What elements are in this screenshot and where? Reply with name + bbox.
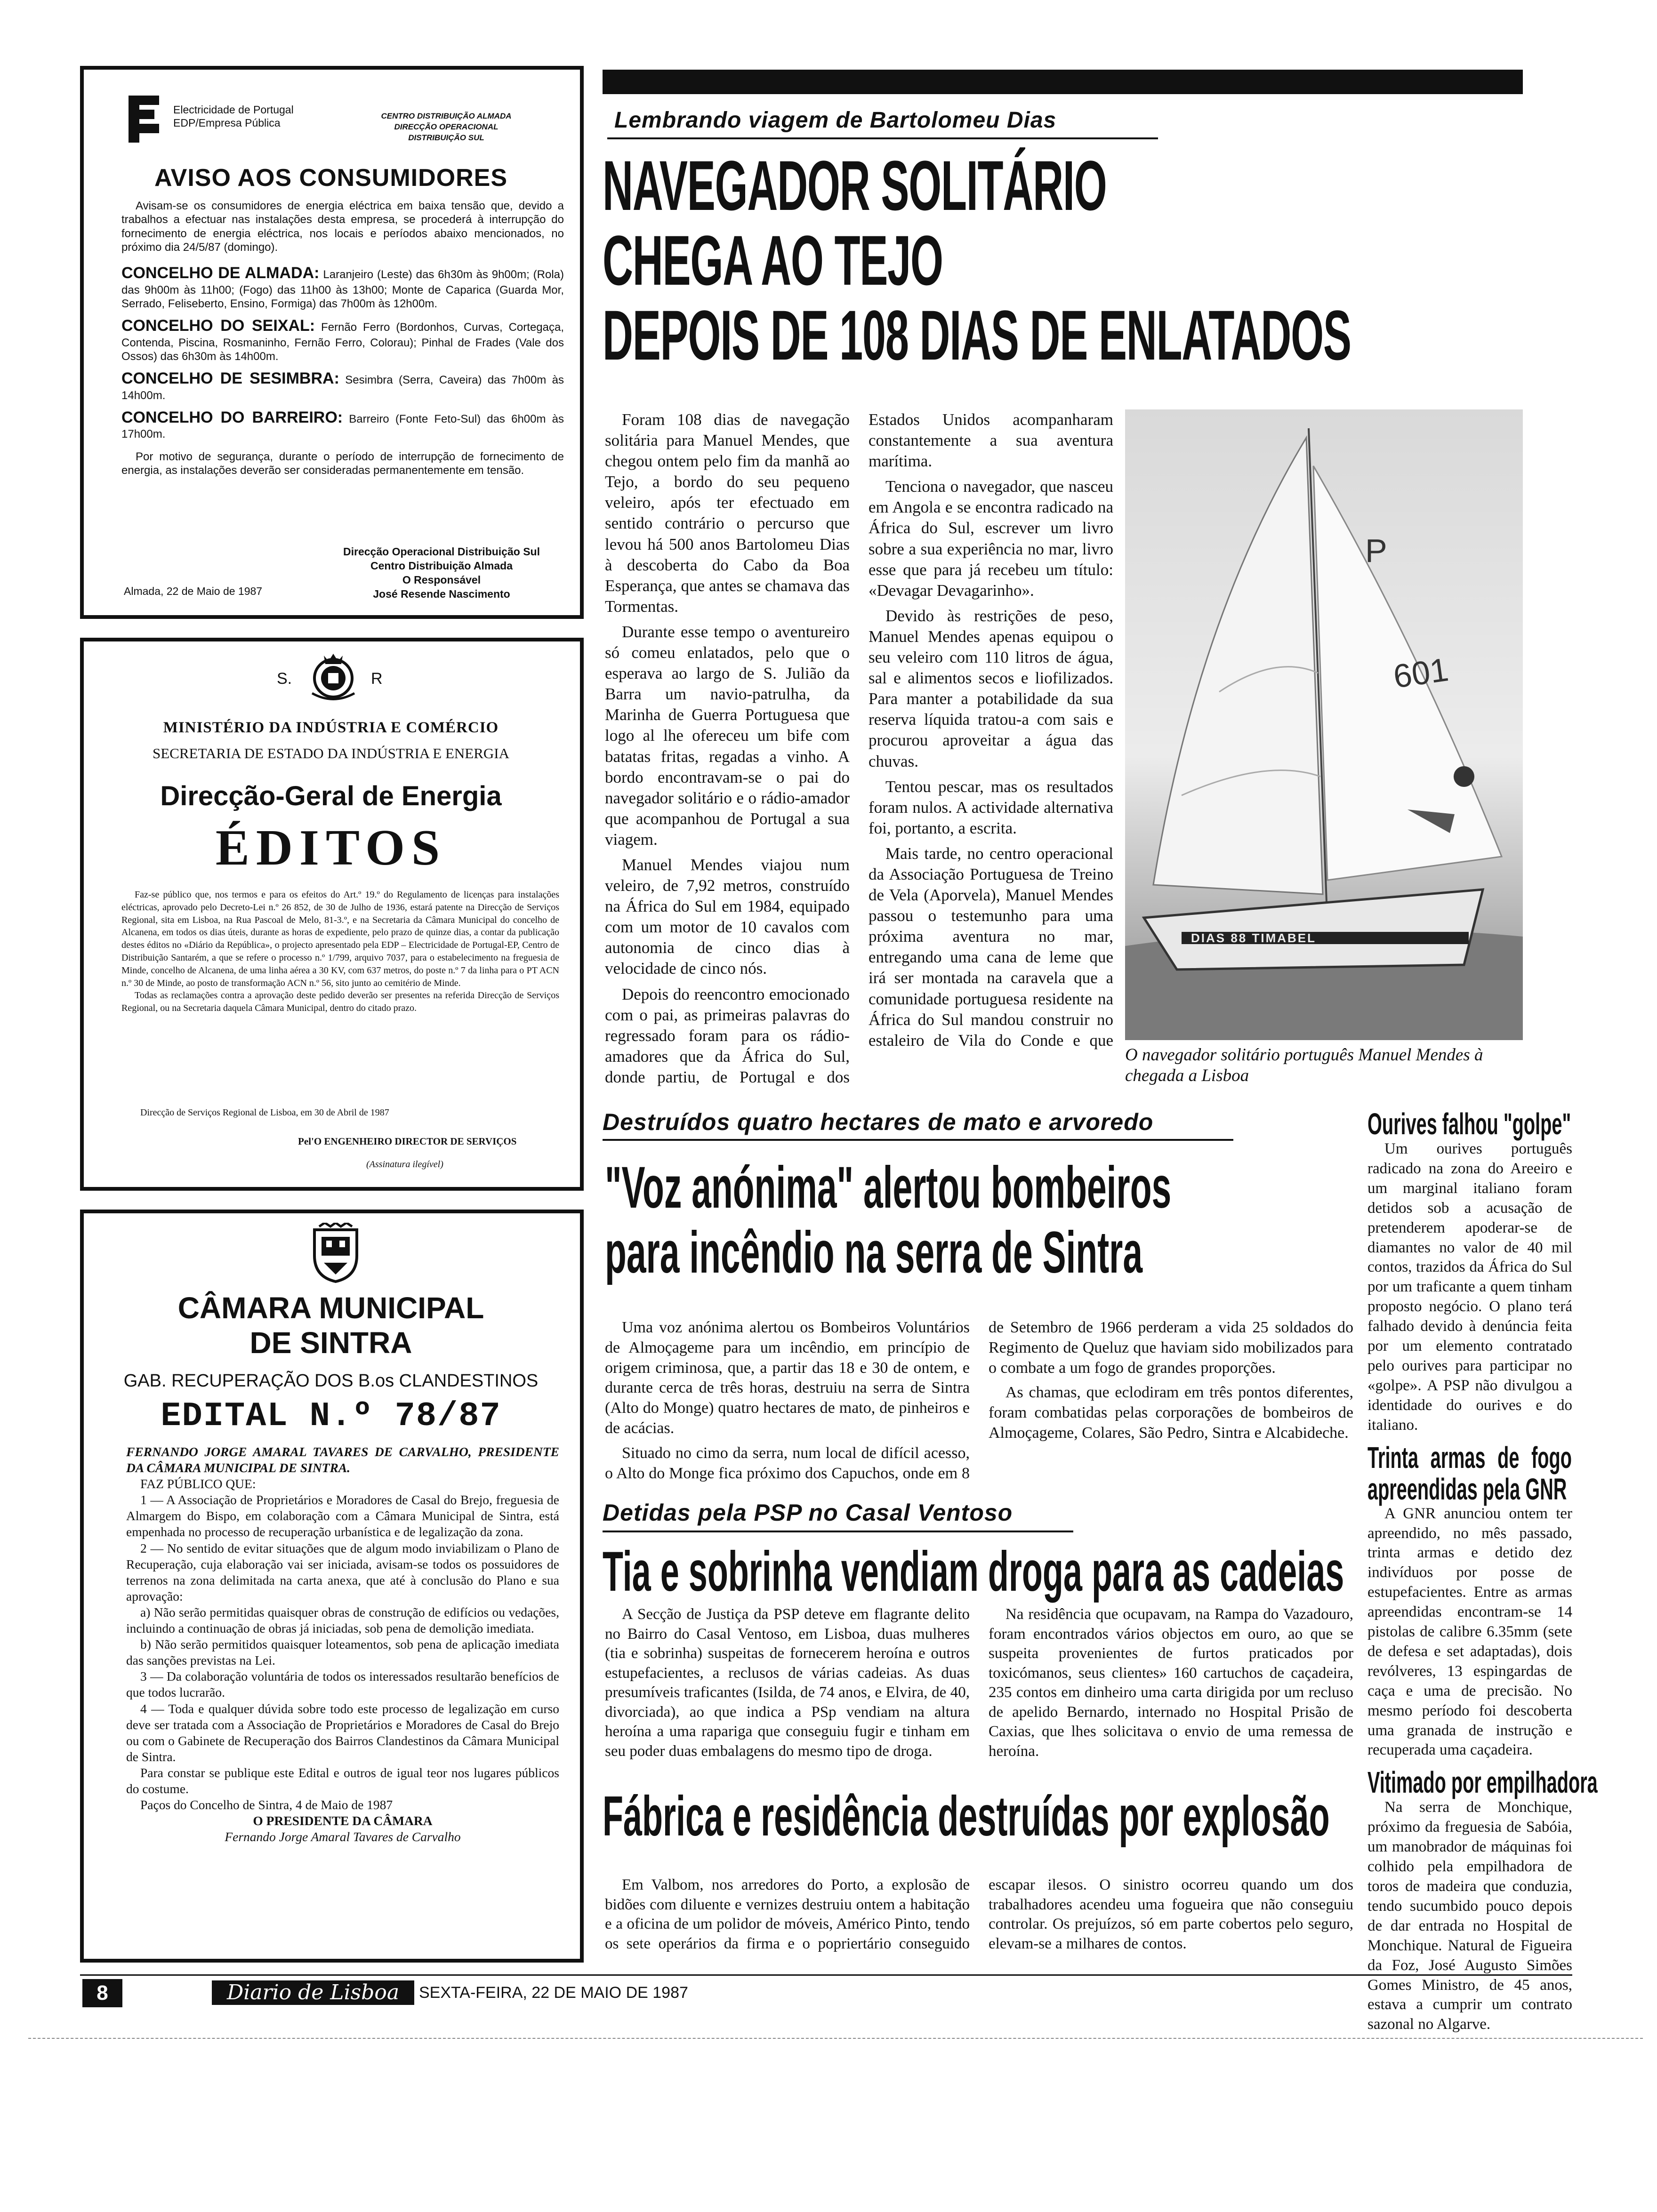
- hull-name: DIAS 88 TIMABEL: [1191, 931, 1317, 945]
- direction-name: Direcção-Geral de Energia: [160, 781, 502, 811]
- ministry-name: MINISTÉRIO DA INDÚSTRIA E COMÉRCIO: [163, 719, 499, 736]
- explosion-paragraph: Em Valbom, nos arredores do Porto, a explosão de bidões com diluente e vernizes destruiu ontem a habitação e a oficina de um polidor de móveis, Américo Pinto, tendo os sete operários da firma e o popriertário conseguido escapar ilesos. O sinistro ocorreu quando um dos trabalhadores acendeu uma fogueira que não conseguiu controlar. Os prejuízos, só em parte cobertos pelo seguro, elevam-se a milhares de contos.: [605, 1876, 1353, 1952]
- kicker-underline: [607, 137, 1158, 139]
- brief-title: Vitimado por empilhadora: [1367, 1765, 1598, 1800]
- lead-body: [605, 409, 1113, 1092]
- brief-title-text: Trinta armas de fogo apreendidas pela GNR: [1367, 1440, 1572, 1506]
- drug-body: [605, 1605, 1353, 1779]
- brief-text: A GNR anunciou ontem ter apreendido, no mês passado, trinta armas e detido dez indivíduos por posse de estupefacientes. Entre as armas apreendidas encontram-se 14 pistolas de calibre 6.35mm (sete de defesa e set adaptadas), dois revólveres, 13 espingardas de caça e uma de precisão. No mesmo período foi descoberta uma granada de instrução e recuperada uma caçadeira.: [1367, 1505, 1572, 1759]
- edp-notice: [80, 66, 584, 619]
- brief-title: [1367, 1442, 1572, 1504]
- bottom-dashed-rule: [28, 2038, 1643, 2039]
- edital-title: EDITAL N.º 78/87: [161, 1397, 501, 1435]
- edp-closing: Por motivo de segurança, durante o período de interrupção de fornecimento de energia, as instalações deverão ser consideradas permanentemente em tensão.: [121, 450, 564, 477]
- edp-concelho-heading: CONCELHO DE SESIMBRA:: [121, 369, 339, 388]
- edp-concelho-text: Fernão Ferro (Bordonhos, Curvas, Cortegaça, Contenda, Piscina, Rosmaninho, Fernão Ferro, Colorau); Pinhal de Frades (Vale dos Ossos) das 6h30m às 14h00m.: [121, 321, 564, 363]
- edp-date: Almada, 22 de Maio de 1987: [124, 585, 263, 597]
- edp-centre-line: DISTRIBUIÇÃO SUL: [408, 133, 484, 142]
- edp-signature-line: O Responsável: [402, 573, 481, 586]
- fire-paragraph: Situado no cimo da serra, num local de difícil acesso, o Alto do Monge fica próximo dos Capuchos, onde em 8 de Setembro de 1966 perderam a vida 25 soldados do Regimento de Queluz que haviam sido mobilizados para o combate a um fogo de grandes proporções.: [605, 1319, 1353, 1482]
- edp-logo-icon: [126, 93, 164, 145]
- sintra-sign: O PRESIDENTE DA CÂMARA: [253, 1813, 433, 1828]
- photo-caption: O navegador solitário português Manuel Mendes à chegada a Lisboa: [1125, 1045, 1483, 1086]
- footer-bar: [80, 1974, 1572, 1976]
- kicker-underline: [603, 1531, 1073, 1532]
- briefs-column: [1367, 1107, 1598, 2039]
- lead-paragraph: Durante esse tempo o aventureiro só comeu enlatados, pelo que o esperava ao largo de S. Julião da Barra um navio-patrulha, da Marinha de Guerra Portuguesa que logo al lhe ofereceu um bife com batatas fritas, regadas a vinho. A bordo encontravam-se o pai do navegador solitário e o rádio-amador que acompanhou de Portugal a sua viagem.: [605, 622, 850, 849]
- sintra-office: GAB. RECUPERAÇÃO DOS B.os CLANDESTINOS: [123, 1371, 539, 1391]
- sintra-mayor: FERNANDO JORGE AMARAL TAVARES DE CARVALHO, PRESIDENTE DA CÂMARA MUNICIPAL DE SINTRA.: [126, 1444, 559, 1475]
- republic-crest-icon: [307, 651, 359, 703]
- edp-concelho-heading: CONCELHO DO SEIXAL:: [121, 317, 315, 335]
- page-number: 8: [82, 1979, 122, 2007]
- edp-notice-title: AVISO AOS CONSUMIDORES: [154, 164, 508, 192]
- fire-paragraph: As chamas, que eclodiram em três pontos diferentes, foram combatidas pelas corporações de bombeiros de Almoçageme, Colares, São Pedro, Sintra e Alcabideche.: [989, 1384, 1353, 1442]
- brief-title: Ourives falhou "golpe": [1367, 1107, 1571, 1141]
- sintra-paragraph: b) Não serão permitidos quaisquer loteamentos, sob pena de aplicação imediata das sanções previstas na Lei.: [126, 1637, 559, 1668]
- lead-kicker: Lembrando viagem de Bartolomeu Dias: [614, 108, 1057, 133]
- edp-company-name: Electricidade de Portugal: [173, 104, 294, 116]
- drug-kicker: Detidas pela PSP no Casal Ventoso: [603, 1499, 1013, 1526]
- fire-paragraph: Uma voz anónima alertou os Bombeiros Voluntários de Almoçageme para um incêndio, em princípio de origem criminosa, que, a partir das 18 e 30 de ontem, e durante cerca de três horas, destruiu na serra de Sintra (Alto do Monge) quatro hectares de mato, de pinheiros e de acácias.: [605, 1319, 970, 1437]
- sail-number: 601: [1391, 651, 1451, 695]
- explosion-body: [605, 1875, 1353, 1970]
- lead-paragraph: Manuel Mendes viajou num veleiro, de 7,92 metros, construído na África do Sul em 1984, equipado com um motor de 10 cavalos com autonomia de cinco dias à velocidade de cinco nós.: [605, 855, 850, 978]
- edp-signature-line: Centro Distribuição Almada: [370, 559, 513, 572]
- lead-paragraph: Devido às restrições de peso, Manuel Mendes apenas equipou o seu veleiro com 110 litros de água, sal e alimentos secos e liofilizados. Para manter a potabilidade da sua reserva líquida tratou-a com sais e procurou aproveitar a água das chuvas.: [869, 606, 1113, 770]
- editos-dateline: Direcção de Serviços Regional de Lisboa, em 30 de Abril de 1987: [140, 1107, 389, 1118]
- fire-body: [605, 1318, 1353, 1506]
- edp-company-type: EDP/Empresa Pública: [173, 116, 281, 129]
- lead-headline-line: NAVEGADOR SOLITÁRIO: [603, 146, 1107, 225]
- sintra-paragraph: Para constar se publique este Edital e outros de igual teor nos lugares públicos do costume.: [126, 1765, 559, 1796]
- edp-concelho-text: Laranjeiro (Leste) das 6h30m às 9h00m; (Rola) das 9h00m às 11h00; (Fogo) das 11h00 às 13h00; Monte de Caparica (Guarda Mor, Serrado, Feliseberto, Ensino, Formiga) das 7h00m às 12h00m.: [121, 268, 564, 310]
- brief-text: Um ourives português radicado na zona do Areeiro e um marginal italiano foram detidos sob a acusação de pretenderem apoderar-se de diamantes no valor de 40 mil contos, trazidos da África do Sul por um traficante a quem tinham proposto negócio. O plano terá falhado devido à denúncia feita por um elemento contratado pelo ourives para participar no «golpe». A PSP não divulgou a identidade do ourives e do italiano.: [1367, 1140, 1572, 1434]
- fire-kicker: Destruídos quatro hectares de mato e arvoredo: [603, 1109, 1154, 1135]
- lead-paragraph: Depois do reencontro emocionado com o pai, as primeiras palavras do regressado foram para os rádio-amadores que da África do Sul, donde partiu, de Portugal e dos Estados Unidos acompanharam constantemente a sua aventura marítima.: [605, 410, 1113, 1086]
- lead-paragraph: Tentou pescar, mas os resultados foram nulos. A actividade alternativa foi, portanto, a escrita.: [869, 777, 1113, 837]
- editos-body: Todas as reclamações contra a aprovação deste pedido deverão ser presentes na referida Direcção de Serviços Regional, ou na Secretaria daquela Câmara Municipal, dentro do citado prazo.: [121, 990, 559, 1014]
- lead-paragraph: Tenciona o navegador, que nasceu em Angola e se encontra radicado na África do Sul, escrever um livro sobre a sua experiência no mar, livro esse que para já recebeu um título: «Devagar Devagarinho».: [869, 477, 1113, 600]
- footer-date: SEXTA-FEIRA, 22 DE MAIO DE 1987: [419, 1984, 688, 2002]
- edp-signature-line: Direcção Operacional Distribuição Sul: [343, 545, 540, 558]
- sail-letter: P: [1365, 532, 1387, 569]
- edp-intro: Avisam-se os consumidores de energia eléctrica em baixa tensão que, devido a trabalhos a efectuar nas instalações desta empresa, se procederá à interrupção do fornecimento de energia eléctrica, nos locais e períodos abaixo mencionados, no próximo dia 24/5/87 (domingo).: [121, 200, 564, 254]
- drug-paragraph: A Secção de Justiça da PSP deteve em flagrante delito no Bairro do Casal Ventoso, em Lisboa, duas mulheres (tia e sobrinha) suspeitas de fornecerem heroína e outros estupefacientes, a reclusos de várias cadeias. As duas presumíveis traficantes (Isilda, de 74 anos, e Elvira, de 40, divorciada), ao que indica a PSp vendiam na altura heroína a uma rapariga que conseguiu fugir e tinham em seu poder duas embalagens do mesmo tipo de droga.: [605, 1606, 970, 1760]
- sintra-title: [98, 1291, 564, 1360]
- sintra-paragraph: 1 — A Associação de Proprietários e Moradores de Casal do Brejo, freguesia de Almargem do Bispo, em colaboração com a Câmara Municipal de Sintra, está empenhada no processo de recuperação urbanística e de legalização da zona.: [126, 1492, 559, 1539]
- crest-letter: R: [371, 670, 383, 688]
- sintra-date: Paços do Concelho de Sintra, 4 de Maio de 1987: [140, 1797, 393, 1812]
- drug-headline: Tia e sobrinha vendiam droga para as cadeias: [603, 1540, 1344, 1603]
- edp-signature-line: José Resende Nascimento: [373, 587, 510, 600]
- sintra-notice: [80, 1210, 584, 1963]
- edp-centre-line: DIRECÇÃO OPERACIONAL: [394, 122, 499, 131]
- top-black-bar: [603, 70, 1523, 94]
- sailboat-photo: [1125, 409, 1523, 1040]
- sintra-coat-of-arms-icon: [305, 1223, 366, 1284]
- edp-centre-line: CENTRO DISTRIBUIÇÃO ALMADA: [381, 112, 512, 120]
- sintra-faz: FAZ PÚBLICO QUE:: [140, 1476, 256, 1491]
- crest-letter: S.: [277, 670, 292, 688]
- lead-headline-line: DEPOIS DE 108 DIAS DE ENLATADOS: [603, 296, 1351, 375]
- sintra-paragraph: 2 — No sentido de evitar situações que de algum modo inviabilizam o Plano de Recuperação, cuja elaboração vai ser iniciada, avisam-se todos os possuidores de terrenos na zona delimitada na carta anexa, que até à conclusão do Plano e sua aprovação:: [126, 1540, 559, 1603]
- sintra-title-line: CÂMARA MUNICIPAL: [177, 1291, 484, 1325]
- editos-title: ÉDITOS: [215, 820, 447, 876]
- fire-headline: [605, 1155, 1264, 1285]
- paper-name-logo: Diario de Lisboa: [212, 1980, 414, 2005]
- sintra-paragraph: 3 — Da colaboração voluntária de todos os interessados resultarão benefícios de que todos lucrarão.: [126, 1669, 559, 1700]
- edp-concelho-text: Sesimbra (Serra, Caveira) das 7h00m às 14h00m.: [121, 374, 564, 402]
- editos-signature: Pel'O ENGENHEIRO DIRECTOR DE SERVIÇOS: [298, 1136, 517, 1147]
- edp-concelho-heading: CONCELHO DO BARREIRO:: [121, 408, 343, 426]
- lead-paragraph: Mais tarde, no centro operacional da Associação Portuguesa de Treino de Vela (Aporvela), Manuel Mendes passou o testemunho para uma próxima aventura no mar, entregando uma cana de leme que irá ser montada na caravela que a comunidade portuguesa residente na África do Sul mandou construir no estaleiro de Vila do Conde e que: [869, 844, 1113, 1050]
- kicker-underline: [603, 1139, 1233, 1141]
- secretariat-name: SECRETARIA DE ESTADO DA INDÚSTRIA E ENERGIA: [153, 745, 509, 761]
- editos-signature-note: (Assinatura ilegível): [366, 1159, 443, 1170]
- sintra-paragraph: 4 — Toda e qualquer dúvida sobre todo este processo de legalização em curso deve ser tratada com a Associação de Proprietários e Moradores de Casal do Brejo ou com o Gabinete de Recuperação dos Bairros Clandestinos da Câmara Municipal de Sintra.: [126, 1701, 559, 1764]
- lead-paragraph: Foram 108 dias de navegação solitária para Manuel Mendes, que chegou ontem pelo fim da manhã ao Tejo, a bordo do seu pequeno veleiro, após ter efectuado em sentido contrário o percurso que levou há 500 anos Bartolomeu Dias à descoberta do Cabo da Boa Esperança, que antes se chamava das Tormentas.: [605, 410, 850, 616]
- sintra-title-line: DE SINTRA: [249, 1325, 412, 1360]
- lead-headline-line: CHEGA AO TEJO: [603, 221, 943, 300]
- edp-concelho-text: Barreiro (Fonte Feto-Sul) das 6h00m às 17h00m.: [121, 412, 564, 441]
- sintra-paragraph: a) Não serão permitidas quaisquer obras de construção de edifícios ou vedações, incluindo a continuação de obras já iniciadas, sob pena de demolição imediata.: [126, 1604, 559, 1636]
- sintra-sign: Fernando Jorge Amaral Tavares de Carvalho: [225, 1829, 461, 1844]
- editos-notice: [80, 638, 584, 1191]
- fire-headline-line: "Voz anónima" alertou bombeiros: [605, 1155, 1172, 1220]
- editos-body: Faz-se público que, nos termos e para os efeitos do Art.º 19.º do Regulamento de licenças para instalações eléctricas, aprovado pelo Decreto-Lei n.º 26 852, de 30 de Julho de 1936, estará patente na Direcção de Serviços Regional, sita em Lisboa, na Rua Pascoal de Melo, 81-3.º, e na Secretaria da Câmara Municipal do concelho de Alcanena, em todos os dias úteis, durante as horas de expediente, pelo prazo de quinze dias, a contar da publicação destes éditos no «Diário da República», o projecto apresentado pela EDP – Electricidade de Portugal-EP, Centro de Distribuição Santarém, a que se refere o processo n.º 1/799, arquivo 7037, para o estabelecimento na freguesia de Minde, concelho de Alcanena, de uma linha aérea a 30 KV, com 637 metros, do poste n.º 7 da linha para o PT ACN n.º 30 de Minde, ao posto de transformação ACN n.º 56, sito junto ao cemitério de Minde.: [121, 890, 559, 988]
- fire-headline-line: para incêndio na serra de Sintra: [605, 1219, 1143, 1285]
- edp-concelho-heading: CONCELHO DE ALMADA:: [121, 264, 320, 282]
- drug-paragraph: Na residência que ocupavam, na Rampa do Vazadouro, foram encontrados vários objectos em ouro, ao que se suspeita provenientes de furtos praticados por toxicómanos, seus clientes» 160 cartuchos de caçadeira, 235 contos em dinheiro uma carta dirigida por um recluso de apelido Bernardo, internado no Hospital Prisão de Caxias, que lhes solicitava o envio de uma remessa de heroína.: [989, 1606, 1353, 1760]
- brief-text: Na serra de Monchique, próximo da freguesia de Sabóia, um manobrador de máquinas foi colhido pela empilhadora de toros de madeira que conduzia, tendo sucumbido pouco depois de dar entrada no Hospital de Monchique. Natural de Figueira da Foz, José Augusto Simões Gomes Ministro, de 45 anos, estava a cumprir um contrato sazonal no Algarve.: [1367, 1799, 1572, 2033]
- lead-headline: [603, 148, 1497, 373]
- explosion-headline: Fábrica e residência destruídas por explosão: [603, 1785, 1330, 1848]
